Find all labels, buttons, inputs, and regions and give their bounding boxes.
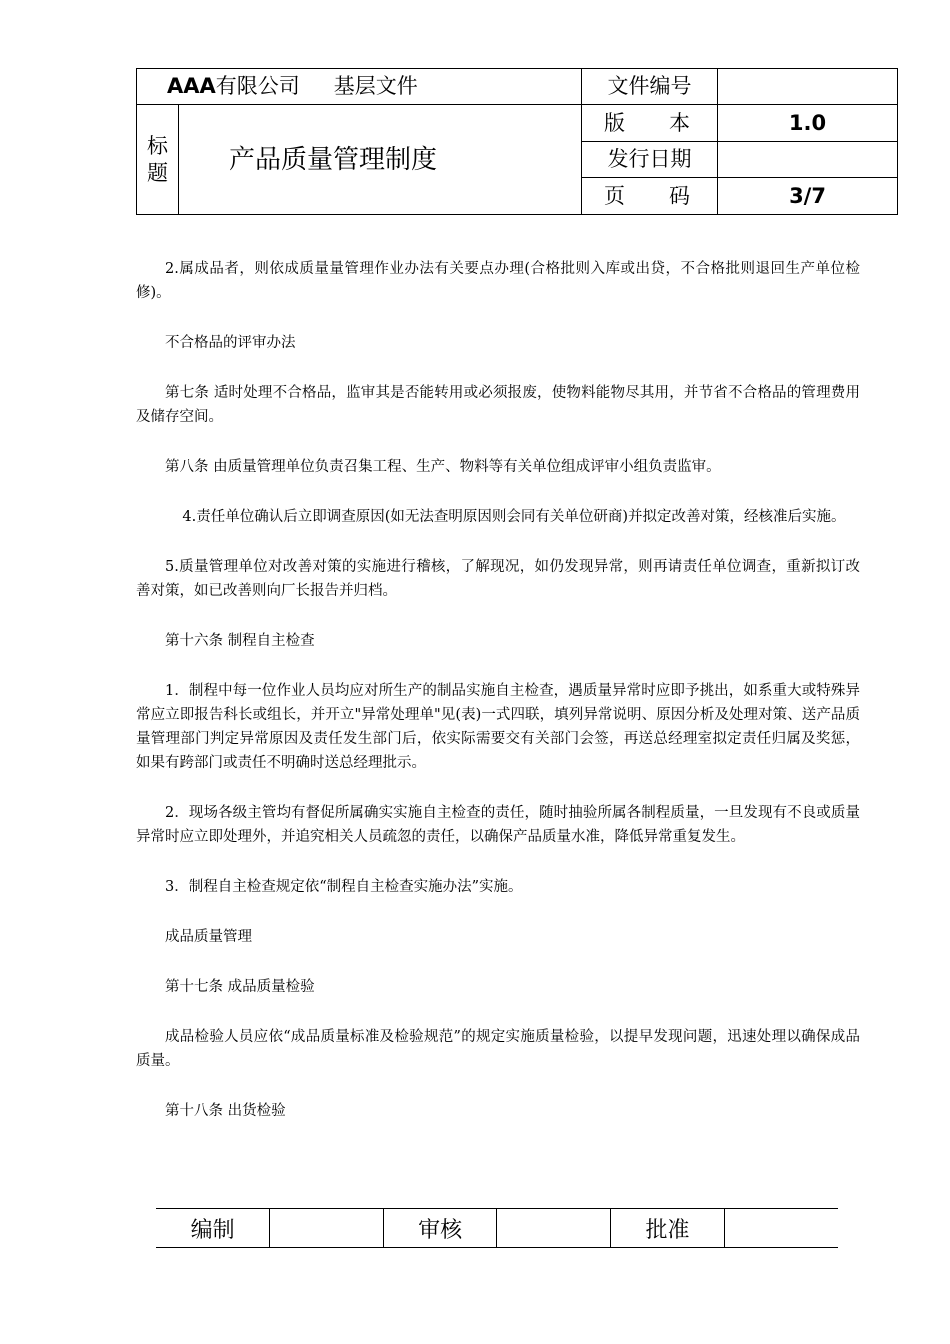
reviewed-value <box>497 1209 611 1248</box>
page-number: 3/7 <box>718 178 898 215</box>
paragraph: 2.属成品者，则依成质量量管理作业办法有关要点办理(合格批则入库或出贷，不合格批则退回生产单位检修)。 <box>136 261 860 301</box>
issue-date-value <box>718 142 898 178</box>
company-cell <box>137 69 582 105</box>
reviewed-label: 审核 <box>383 1209 497 1248</box>
signoff-table <box>156 1208 838 1248</box>
article-heading: 第十八条 出货检验 <box>165 1103 286 1119</box>
paragraph: 3．制程自主检查规定依“制程自主检查实施办法”实施。 <box>165 879 523 895</box>
section-heading: 不合格品的评审办法 <box>165 335 296 351</box>
doc-title: 产品质量管理制度 <box>179 105 582 215</box>
section-heading: 成品质量管理 <box>165 929 252 945</box>
paragraph: 2．现场各级主管均有督促所属确实实施自主检查的责任，随时抽验所属各制程质量，一旦发现有不良或质量异常时应立即处理外，并追究相关人员疏忽的责任，以确保产品质量水准，降低异常重复发生。 <box>136 805 860 845</box>
prepared-value <box>270 1209 384 1248</box>
company-suffix: 有限公司 <box>215 74 300 98</box>
document-header-table <box>136 68 898 215</box>
approved-value <box>724 1209 838 1248</box>
document-body <box>136 257 860 1149</box>
paragraph: 1．制程中每一位作业人员均应对所生产的制品实施自主检查，遇质量异常时应即予挑出，如系重大或特殊异常应立即报告科长或组长，并开立"异常处理单"见(表)一式四联，填列异常说明、原因分析及处理对策、送产品质量管理部门判定异常原因及责任发生部门后，依实际需要交有关部门会签，再送总经理室拟定责任归属及奖惩，如果有跨部门或责任不明确时送总经理批示。 <box>136 683 860 771</box>
article-heading: 第十六条 制程自主检查 <box>165 633 315 649</box>
company-name: AAA <box>167 74 216 98</box>
paragraph: 成品检验人员应依“成品质量标准及检验规范”的规定实施质量检验，以提早发现问题，迅速处理以确保成品质量。 <box>136 1029 860 1069</box>
paragraph: 4.责任单位确认后立即调查原因(如无法查明原因则会同有关单位研商)并拟定改善对策，经核准后实施。 <box>182 509 846 525</box>
paragraph: 第七条 适时处理不合格品，监审其是否能转用或必须报废，使物料能物尽其用，并节省不合格品的管理费用及储存空间。 <box>136 385 860 425</box>
file-level: 基层文件 <box>333 74 418 98</box>
page-label: 页 码 <box>582 178 718 215</box>
article-heading: 第十七条 成品质量检验 <box>165 979 315 995</box>
prepared-label: 编制 <box>156 1209 270 1248</box>
doc-no-label: 文件编号 <box>582 69 718 105</box>
doc-no-value <box>718 69 898 105</box>
paragraph: 第八条 由质量管理单位负责召集工程、生产、物料等有关单位组成评审小组负责监审。 <box>165 459 721 475</box>
issue-date-label: 发行日期 <box>582 142 718 178</box>
paragraph: 5.质量管理单位对改善对策的实施进行稽核，了解现况，如仍发现异常，则再请责任单位调查，重新拟订改善对策，如已改善则向厂长报告并归档。 <box>136 559 860 599</box>
approved-label: 批准 <box>611 1209 725 1248</box>
version-value: 1.0 <box>718 105 898 142</box>
version-label: 版 本 <box>582 105 718 142</box>
title-label: 标题 <box>137 105 179 215</box>
